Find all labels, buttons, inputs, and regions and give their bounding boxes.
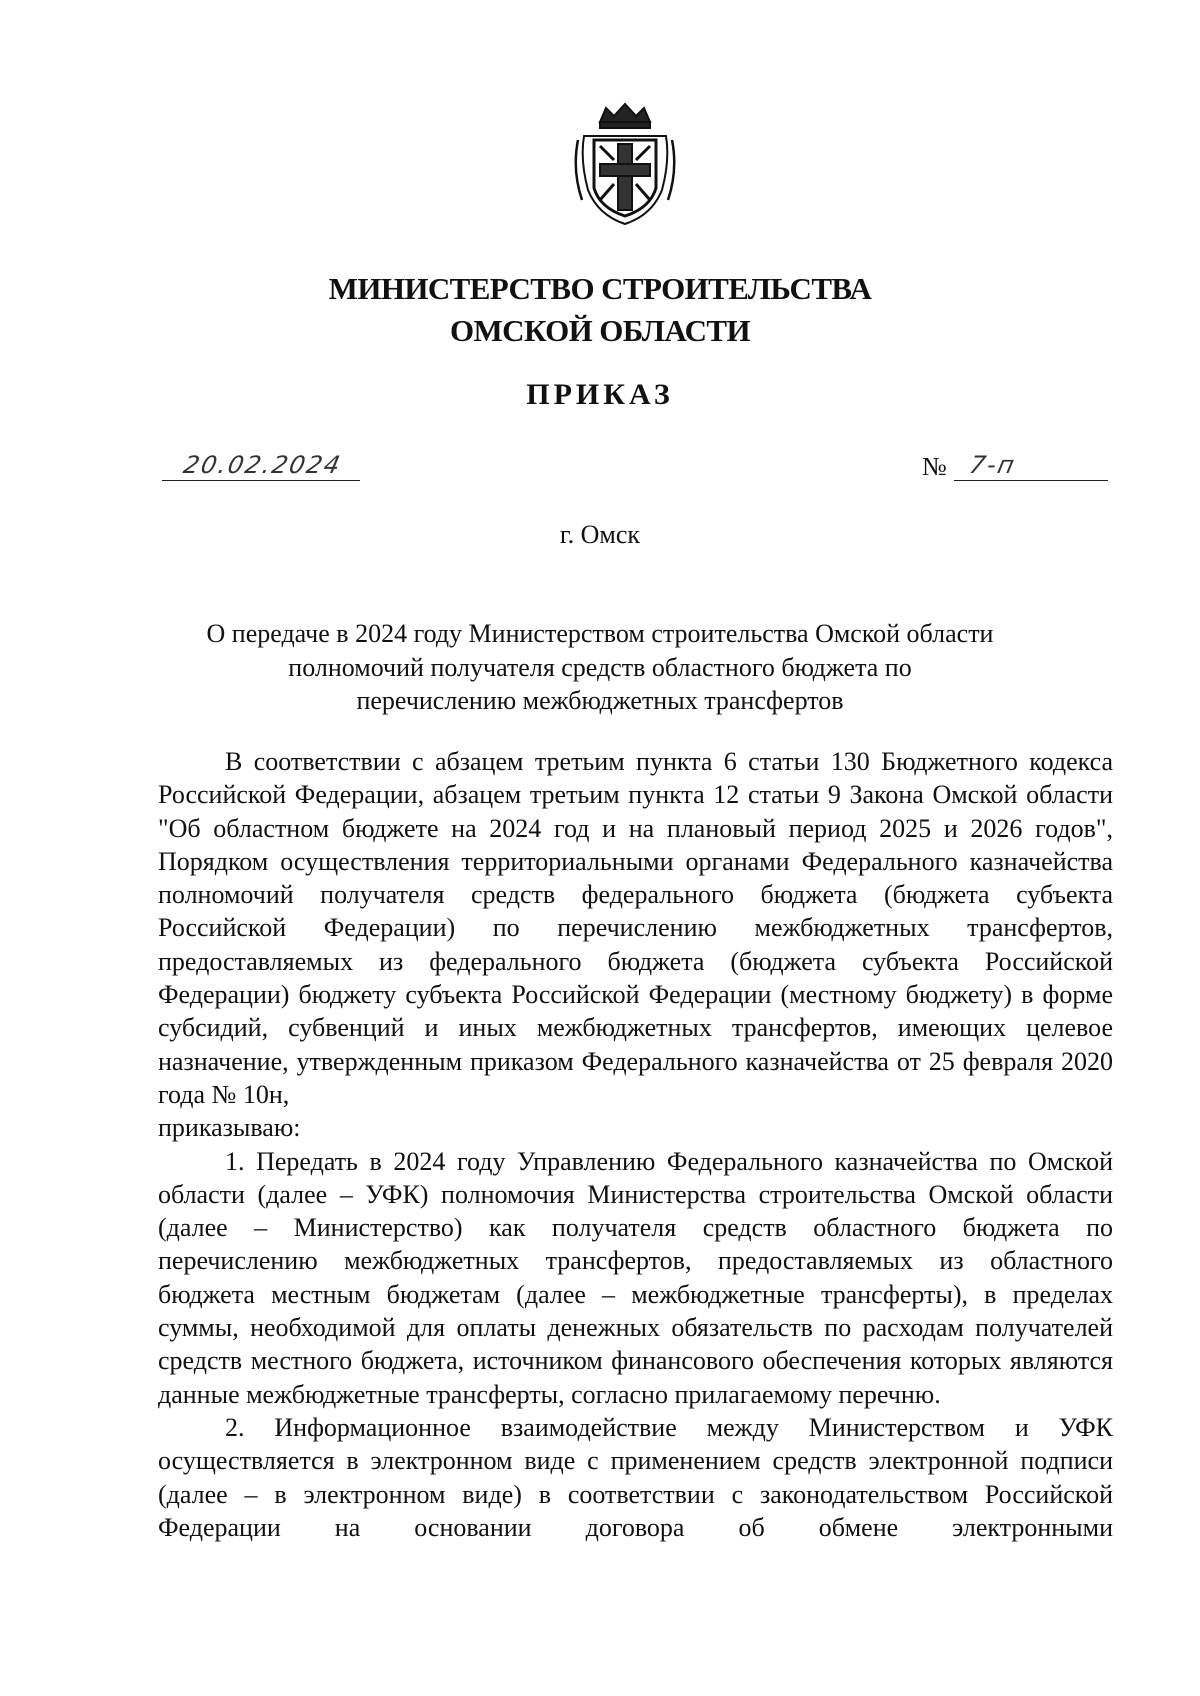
handwritten-number: 7-п xyxy=(967,451,1019,479)
order-body xyxy=(158,745,1113,1544)
order-word: приказываю: xyxy=(158,1113,301,1143)
item-2-paragraph: 2. Информационное взаимодействие между Министерством и УФК осуществляется в электронном виде с применением средств электронной подписи (далее – в электронном виде) в соответствии с законодательством Российской Федерации на основании договора об обмене электронными xyxy=(158,1412,1113,1542)
handwritten-date: 20.02.2024 xyxy=(181,451,345,479)
number-field xyxy=(954,450,1108,481)
order-subject xyxy=(100,617,1100,718)
ministry-name-line1: МИНИСТЕРСТВО СТРОИТЕЛЬСТВА xyxy=(328,271,872,306)
subject-line: О передаче в 2024 году Министерством строительства Омской области xyxy=(206,619,994,648)
ministry-name-line2: ОМСКОЙ ОБЛАСТИ xyxy=(450,313,750,348)
subject-line: перечислению межбюджетных трансфертов xyxy=(356,686,844,715)
ministry-name xyxy=(0,268,1200,352)
city-line: г. Омск xyxy=(559,520,641,549)
preamble-paragraph xyxy=(158,745,1113,1145)
subject-line: полномочий получателя средств областного бюджета по xyxy=(288,652,912,682)
document-type-title: ПРИКАЗ xyxy=(526,378,674,411)
date-field xyxy=(162,450,360,481)
number-label: № xyxy=(922,452,947,481)
preamble-text: В соответствии с абзацем третьим пункта 6 статьи 130 Бюджетного кодекса Российской Федерации, абзацем третьим пункта 12 статьи 9 Закона Омской области "Об областном бюджете на 2024 год и на плановый период 2025 и 2026 годов", Порядком осуществления территориальными органами Федерального казначейства полномочий получателя средств федерального бюджета (бюджета субъекта Российской Федерации) по перечислению межбюджетных трансфертов, предоставляемых из федерального бюджета (бюджета субъекта Российской Федерации) бюджету субъекта Российской Федерации (местному бюджету) в форме субсидий, субвенций и иных межбюджетных трансфертов, имеющих целевое назначение, утвержденным приказом Федерального казначейства от 25 февраля 2020 года № 10н, xyxy=(158,747,1113,1109)
coat-of-arms-emblem xyxy=(570,100,680,230)
item-1-paragraph: 1. Передать в 2024 году Управлению Федерального казначейства по Омской области (далее – УФК) полномочия Министерства строительства Омской области (далее – Министерство) как получателя средств областного бюджета по перечислению межбюджетных трансфертов, предоставляемых из областного бюджета местным бюджетам (далее – межбюджетные трансферты), в пределах суммы, необходимой для оплаты денежных обязательств по расходам получателей средств местного бюджета, источником финансового обеспечения которых являются данные межбюджетные трансферты, согласно прилагаемому перечню. xyxy=(158,1146,1113,1409)
